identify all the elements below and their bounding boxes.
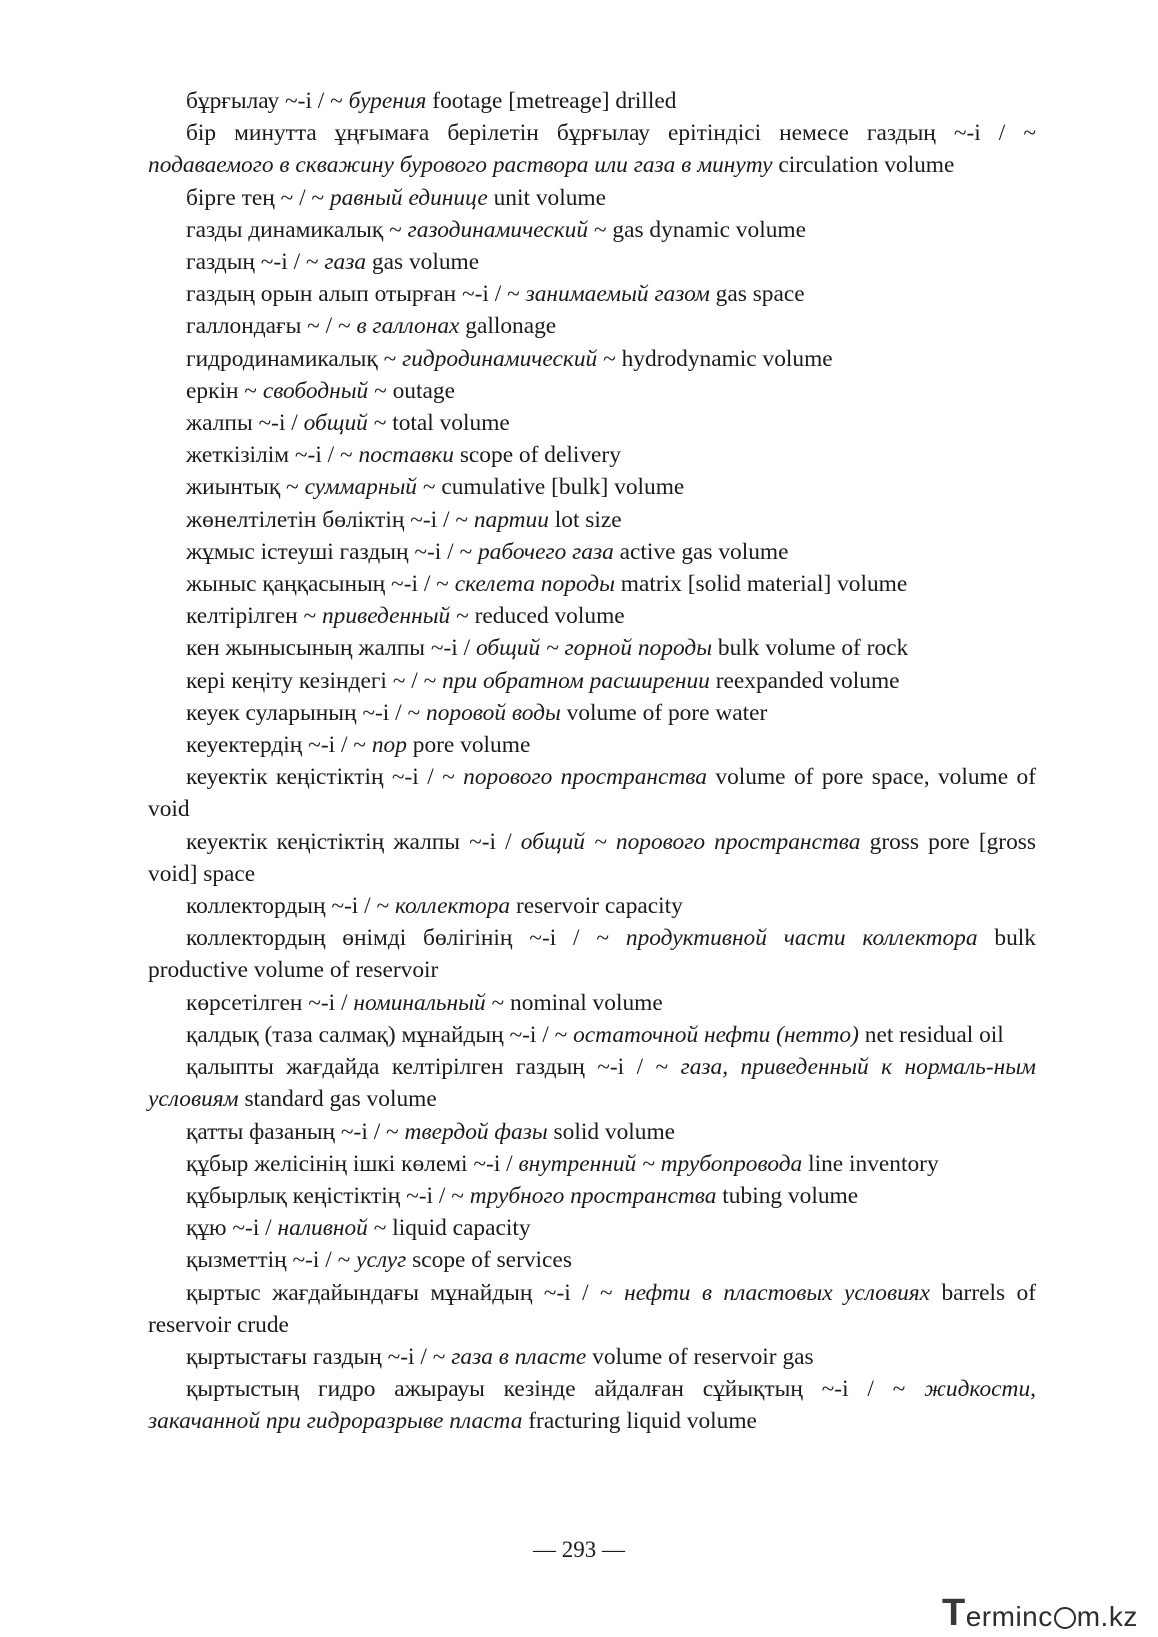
dictionary-entry — [148, 826, 1036, 890]
dictionary-entry — [148, 117, 1036, 181]
entry-english: ~ gas dynamic volume — [588, 216, 806, 243]
logo-text-pre: erminc — [965, 1601, 1053, 1632]
dictionary-entry — [148, 1277, 1036, 1341]
dictionary-entry — [148, 246, 1036, 278]
logo-text-post: m.kz — [1076, 1601, 1138, 1632]
entry-english: active gas volume — [613, 538, 789, 565]
entry-russian: остаточной нефти (нетто) — [573, 1021, 859, 1048]
entry-russian: равный единице — [329, 184, 488, 211]
dictionary-entry — [148, 761, 1036, 825]
entry-kazakh: жалпы ~-і / — [186, 410, 304, 437]
entry-kazakh: гидродинамикалық ~ — [186, 345, 403, 372]
dictionary-entry — [148, 471, 1036, 503]
entry-russian: порового пространства — [463, 764, 707, 791]
entry-russian: в галлонах — [356, 313, 460, 340]
entry-russian: газа, приведенный к нормаль-ным условиям — [148, 1054, 1036, 1113]
entry-english: reservoir capacity — [510, 893, 683, 920]
entry-english: ~ liquid capacity — [367, 1215, 531, 1242]
dictionary-entry — [148, 665, 1036, 697]
entry-english: footage [metreage] drilled — [426, 88, 677, 114]
dictionary-entry — [148, 85, 1036, 117]
entry-russian: общий ~ порового пространства — [520, 828, 861, 855]
entry-english: reexpanded volume — [709, 667, 900, 694]
entry-kazakh: жыныс қаңқасының ~-і / ~ — [186, 571, 455, 598]
entry-russian: партии — [473, 506, 549, 533]
entry-kazakh: қыртыс жағдайындағы мұнайдың ~-і / ~ — [186, 1279, 625, 1306]
entry-russian: подаваемого в скважину бурового раствора или газа в минуту — [148, 152, 773, 179]
entry-russian: общий — [303, 410, 368, 437]
dictionary-entry — [148, 1244, 1036, 1276]
entry-english: scope of services — [406, 1247, 572, 1274]
entry-russian: трубного пространства — [469, 1182, 717, 1209]
dictionary-entry — [148, 1051, 1036, 1115]
entry-english: line inventory — [802, 1150, 939, 1177]
entry-english: circulation volume — [772, 152, 955, 179]
entry-kazakh: қалдық (таза салмақ) мұнайдың ~-і / ~ — [186, 1021, 574, 1048]
entry-kazakh: газдың ~-і / ~ — [186, 249, 325, 276]
dictionary-entry — [148, 890, 1036, 922]
dictionary-entry — [148, 1116, 1036, 1148]
entry-english: ~ cumulative [bulk] volume — [417, 474, 685, 501]
entry-kazakh: газды динамикалық ~ — [186, 216, 408, 243]
entry-english: ~ hydrodynamic volume — [597, 345, 833, 372]
entry-english: bulk volume of rock — [712, 635, 909, 662]
entry-english: gallonage — [459, 313, 557, 340]
dictionary-entry — [148, 1373, 1036, 1437]
dictionary-entry — [148, 568, 1036, 600]
entry-english: volume of reservoir gas — [586, 1343, 814, 1370]
entry-russian: продуктивной части коллектора — [625, 925, 978, 952]
entry-russian: при обратном расширении — [442, 667, 710, 694]
dictionary-entry — [148, 632, 1036, 664]
dictionary-entry — [148, 182, 1036, 214]
dictionary-entry — [148, 1212, 1036, 1244]
entry-kazakh: газдың орын алып отырған ~-і / ~ — [186, 281, 526, 308]
entry-english: volume of pore water — [560, 699, 768, 726]
entry-russian: пор — [371, 732, 407, 759]
logo-o-circle-icon — [1054, 1607, 1076, 1629]
entry-russian: бурения — [348, 88, 427, 114]
entry-kazakh: кеуектердің ~-і / ~ — [186, 732, 372, 759]
entry-kazakh: бір минутта ұңғымаға берілетін бұрғылау ерітіндісі немесе газдың ~-і / ~ — [186, 120, 1036, 147]
entry-kazakh: қызметтің ~-і / ~ — [186, 1247, 357, 1274]
dictionary-entry — [148, 729, 1036, 761]
entry-kazakh: бірге тең ~ / ~ — [186, 184, 330, 211]
dictionary-entry — [148, 278, 1036, 310]
entry-russian: твердой фазы — [404, 1118, 548, 1145]
entry-kazakh: жөнелтілетін бөліктің ~-і / ~ — [186, 506, 474, 533]
dictionary-entry — [148, 375, 1036, 407]
entry-english: gas space — [709, 281, 805, 308]
entry-russian: поровой воды — [426, 699, 561, 726]
dictionary-entry — [148, 1148, 1036, 1180]
entry-russian: суммарный — [304, 474, 417, 501]
entry-kazakh: кен жынысының жалпы ~-і / — [186, 635, 476, 662]
entry-kazakh: галлондағы ~ / ~ — [186, 313, 357, 340]
entry-kazakh: құбырлық кеңістіктің ~-і / ~ — [186, 1182, 470, 1209]
termincom-logo — [942, 1590, 1138, 1632]
dictionary-entry — [148, 697, 1036, 729]
logo-t: T — [942, 1592, 966, 1634]
entry-russian: свободный — [262, 377, 369, 404]
entry-kazakh: коллектордың ~-і / ~ — [186, 893, 395, 920]
entry-kazakh: кеуек суларының ~-і / ~ — [186, 699, 427, 726]
entry-russian: поставки — [358, 442, 454, 469]
entry-kazakh: кеуектік кеңістіктің жалпы ~-і / — [186, 828, 521, 855]
entry-kazakh: бұрғылау ~-і / ~ — [186, 88, 349, 114]
dictionary-entries — [148, 85, 1036, 1438]
entry-kazakh: құю ~-і / — [186, 1215, 278, 1242]
dictionary-entry — [148, 214, 1036, 246]
entry-english: barrels of reservoir crude — [148, 1279, 1036, 1338]
entry-kazakh: кеуектік кеңістіктің ~-і / ~ — [186, 764, 464, 791]
entry-english: volume of pore space, volume of void — [148, 764, 1037, 823]
entry-russian: нефти в пластовых условиях — [624, 1279, 931, 1306]
dictionary-entry — [148, 600, 1036, 632]
entry-russian: коллектора — [394, 893, 511, 920]
entry-russian: газа в пласте — [451, 1343, 587, 1370]
entry-kazakh: құбыр желісінің ішкі көлемі ~-і / — [186, 1150, 519, 1177]
entry-english: gross pore [gross void] space — [148, 828, 1036, 887]
entry-russian: газа — [324, 249, 367, 276]
entry-english: standard gas volume — [238, 1086, 437, 1113]
dictionary-entry — [148, 310, 1036, 342]
entry-kazakh: жұмыс істеуші газдың ~-і / ~ — [186, 538, 478, 565]
dictionary-entry — [148, 1019, 1036, 1051]
entry-english: unit volume — [487, 184, 607, 211]
entry-kazakh: қыртыстың гидро ажырауы кезінде айдалған сұйықтың ~-і / ~ — [186, 1376, 925, 1403]
entry-russian: рабочего газа — [477, 538, 614, 565]
entry-kazakh: еркін ~ — [186, 377, 263, 404]
entry-english: gas volume — [366, 249, 480, 276]
entry-english: matrix [solid material] volume — [614, 571, 908, 598]
entry-kazakh: көрсетілген ~-і / — [186, 989, 354, 1016]
entry-kazakh: коллектордың өнімді бөлігінің ~-і / ~ — [186, 925, 626, 952]
dictionary-entry — [148, 922, 1036, 986]
dictionary-entry — [148, 439, 1036, 471]
entry-kazakh: қалыпты жағдайда келтірілген газдың ~-і / ~ — [186, 1054, 681, 1081]
entry-russian: скелета породы — [454, 571, 615, 598]
entry-english: tubing volume — [716, 1182, 859, 1209]
entry-russian: жидкости, закачанной при гидроразрыве пласта — [148, 1376, 1036, 1435]
entry-kazakh: кері кеңіту кезіндегі ~ / ~ — [186, 667, 443, 694]
entry-english: ~ nominal volume — [485, 989, 663, 1016]
entry-russian: газодинамический — [407, 216, 589, 243]
entry-russian: занимаемый газом — [525, 281, 710, 308]
entry-russian: внутренний ~ трубопровода — [518, 1150, 803, 1177]
dictionary-entry — [148, 343, 1036, 375]
entry-russian: общий ~ горной породы — [475, 635, 713, 662]
entry-kazakh: қатты фазаның ~-і / ~ — [186, 1118, 405, 1145]
entry-russian: номинальный — [353, 989, 486, 1016]
entry-russian: гидродинамический — [402, 345, 598, 372]
page-number: — 293 — — [533, 1537, 625, 1562]
dictionary-entry — [148, 987, 1036, 1019]
dictionary-entry — [148, 407, 1036, 439]
entry-russian: услуг — [356, 1247, 407, 1274]
entry-english: ~ reduced volume — [450, 603, 625, 630]
entry-russian: наливной — [277, 1215, 368, 1242]
entry-english: ~ total volume — [367, 410, 510, 437]
entry-english: scope of delivery — [453, 442, 621, 469]
entry-russian: приведенный — [321, 603, 451, 630]
entry-english: pore volume — [406, 732, 531, 759]
entry-kazakh: келтірілген ~ — [186, 603, 322, 630]
entry-english: fracturing liquid volume — [522, 1408, 757, 1435]
dictionary-entry — [148, 1341, 1036, 1373]
entry-english: solid volume — [547, 1118, 676, 1145]
entry-kazakh: жеткізілім ~-і / ~ — [186, 442, 359, 469]
dictionary-entry — [148, 504, 1036, 536]
entry-kazakh: қыртыстағы газдың ~-і / ~ — [186, 1343, 452, 1370]
dictionary-entry — [148, 536, 1036, 568]
dictionary-entry — [148, 1180, 1036, 1212]
entry-kazakh: жиынтық ~ — [186, 474, 305, 501]
entry-english: ~ outage — [368, 377, 455, 404]
entry-english: lot size — [548, 506, 622, 533]
entry-english: bulk productive volume of reservoir — [148, 925, 1036, 984]
entry-english: net residual oil — [858, 1021, 1004, 1048]
